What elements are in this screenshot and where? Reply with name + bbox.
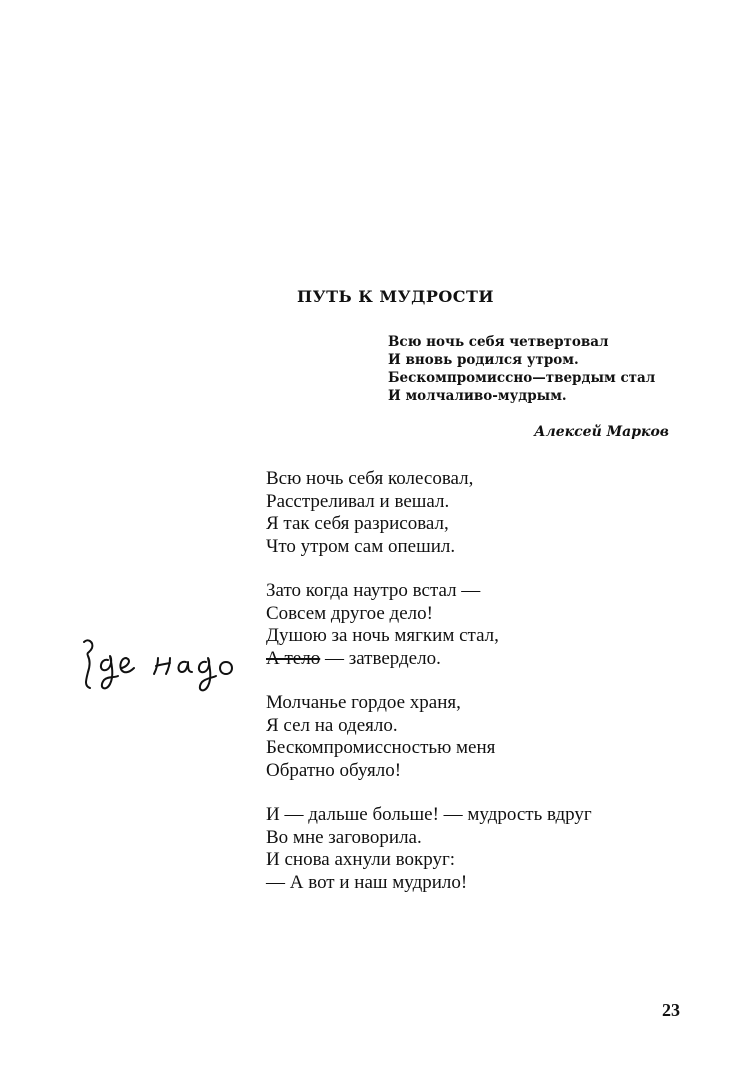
epigraph-line: И молчаливо-мудрым. xyxy=(388,388,567,404)
poem-line-rest: — затвердело. xyxy=(320,647,441,669)
poem-body xyxy=(266,468,592,916)
poem-line: Что утром сам опешил. xyxy=(266,535,456,557)
poem-title: ПУТЬ К МУДРОСТИ xyxy=(297,287,495,306)
stanza-3 xyxy=(266,692,592,782)
poem-line: И снова ахнули вокруг: xyxy=(266,849,456,870)
poem-line: Молчанье гордое храня, xyxy=(266,692,461,713)
page-number: 23 xyxy=(662,1000,680,1020)
epigraph-line: Бескомпромиссно—твердым стал xyxy=(388,370,656,386)
stanza-4 xyxy=(266,804,592,894)
poem-line: Расстреливал и вешал. xyxy=(266,490,450,512)
poem-line: Всю ночь себя колесовал, xyxy=(266,468,474,489)
poem-line: Я так себя разрисовал, xyxy=(266,513,449,534)
epigraph-line: И вновь родился утром. xyxy=(388,352,579,368)
stanza-1 xyxy=(266,468,592,558)
poem-line: И — дальше больше! — мудрость вдруг xyxy=(266,804,592,825)
poem-line: Зато когда наутро встал — xyxy=(266,580,481,601)
poem-line-corrected xyxy=(266,648,592,671)
poem-line: — А вот и наш мудрило! xyxy=(266,871,468,893)
poem-line: Душою за ночь мягким стал, xyxy=(266,625,499,646)
poem-line: Обратно обуяло! xyxy=(266,759,402,781)
epigraph-line: Всю ночь себя четвертовал xyxy=(388,334,609,350)
epigraph-author: Алексей Марков xyxy=(534,424,669,440)
handwritten-note xyxy=(78,636,243,698)
poem-line: Бескомпромиссностью меня xyxy=(266,737,496,758)
poem-line: Во мне заговорила. xyxy=(266,826,422,848)
stanza-2 xyxy=(266,580,592,670)
poem-line: Совсем другое дело! xyxy=(266,602,433,624)
struck-text: А тело xyxy=(266,647,321,669)
poem-line: Я сел на одеяло. xyxy=(266,714,398,736)
epigraph xyxy=(388,333,655,405)
